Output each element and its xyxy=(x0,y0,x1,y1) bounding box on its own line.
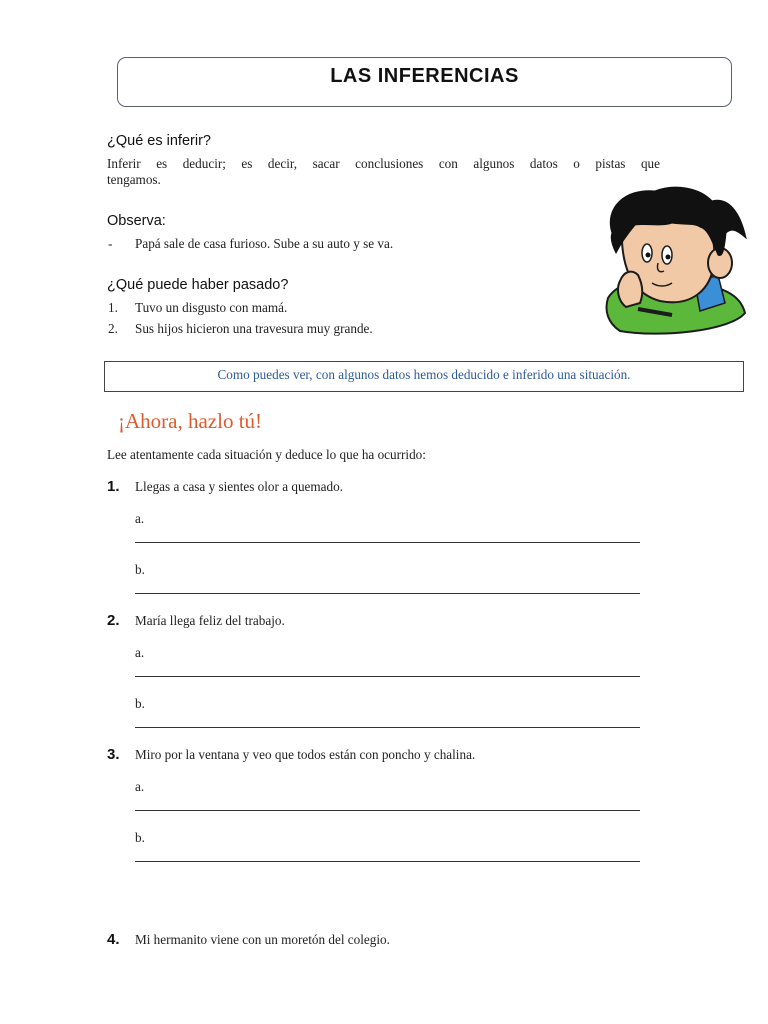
definition-line-1: Inferir es deducir; es decir, sacar conclusiones con algunos datos o pistas que xyxy=(107,156,660,171)
definition-line-2: tengamos. xyxy=(107,172,161,187)
item-2-text: María llega feliz del trabajo. xyxy=(135,613,285,628)
item-4-text: Mi hermanito viene con un moretón del colegio. xyxy=(135,932,390,947)
item-3-number: 3. xyxy=(107,746,120,763)
item-3-answer-b-line[interactable] xyxy=(135,861,640,862)
item-1-answer-a-line[interactable] xyxy=(135,542,640,543)
what-happened-heading: ¿Qué puede haber pasado? xyxy=(107,277,289,293)
item-1-number: 1. xyxy=(107,478,120,495)
answer-2-number: 2. xyxy=(108,321,118,336)
answer-2-text: Sus hijos hicieron una travesura muy grande. xyxy=(135,321,373,336)
item-1-answer-b-line[interactable] xyxy=(135,593,640,594)
note-text: Como puedes ver, con algunos datos hemos deducido e inferido una situación. xyxy=(217,367,631,382)
definition-text xyxy=(107,156,660,188)
item-2-answer-a-line[interactable] xyxy=(135,676,640,677)
exercise-instruction: Lee atentamente cada situación y deduce lo que ha ocurrido: xyxy=(107,447,426,462)
item-2-number: 2. xyxy=(107,612,120,629)
item-3-option-b: b. xyxy=(135,830,145,845)
item-1-text: Llegas a casa y sientes olor a quemado. xyxy=(135,479,343,494)
item-2-option-b: b. xyxy=(135,696,145,711)
page-title: LAS INFERENCIAS xyxy=(330,65,519,87)
what-is-infer-heading: ¿Qué es inferir? xyxy=(107,133,211,149)
item-1-option-a: a. xyxy=(135,511,145,526)
observe-text: Papá sale de casa furioso. Sube a su auto y se va. xyxy=(135,236,394,251)
observe-heading: Observa: xyxy=(107,213,166,229)
thinking-boy-icon xyxy=(600,183,750,338)
item-1-option-b: b. xyxy=(135,562,145,577)
exercise-heading: ¡Ahora, hazlo tú! xyxy=(118,409,263,433)
answer-1-number: 1. xyxy=(108,300,118,315)
item-3-text: Miro por la ventana y veo que todos están con poncho y chalina. xyxy=(135,747,476,762)
item-4-number: 4. xyxy=(107,931,120,948)
item-2-option-a: a. xyxy=(135,645,145,660)
observe-bullet: - xyxy=(108,236,113,251)
item-3-answer-a-line[interactable] xyxy=(135,810,640,811)
answer-1-text: Tuvo un disgusto con mamá. xyxy=(135,300,288,315)
item-3-option-a: a. xyxy=(135,779,145,794)
item-2-answer-b-line[interactable] xyxy=(135,727,640,728)
